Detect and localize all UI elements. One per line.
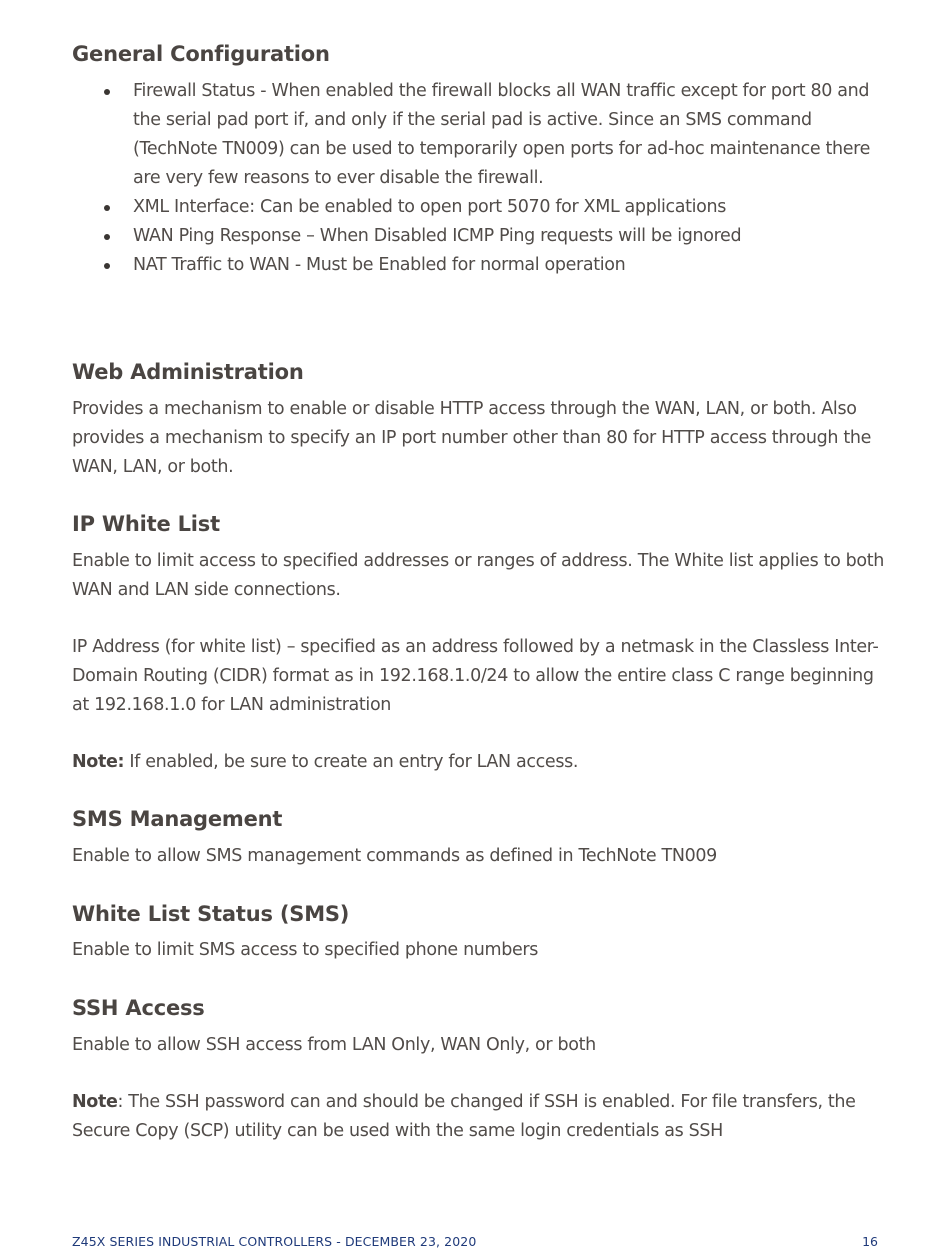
section-heading-web-administration: Web Administration — [72, 360, 304, 384]
general-configuration-list — [72, 77, 887, 280]
ip-white-list-text: Enable to limit access to specified addresses or ranges of address. The White list applies to both WAN and LAN side connections. — [72, 551, 885, 600]
list-item: XML Interface: Can be enabled to open port 5070 for XML applications — [72, 193, 887, 222]
footer-title: Z45X SERIES INDUSTRIAL CONTROLLERS - DECEMBER 23, 2020 — [72, 1234, 477, 1249]
page-number: 16 — [862, 1234, 878, 1249]
note-label: Note: — [72, 752, 125, 772]
bullet-icon — [104, 89, 110, 95]
note-text: If enabled, be sure to create an entry for LAN access. — [124, 752, 579, 772]
list-item: NAT Traffic to WAN - Must be Enabled for normal operation — [72, 251, 887, 280]
ssh-access-text: Enable to allow SSH access from LAN Only, WAN Only, or both — [72, 1035, 596, 1055]
section-heading-sms-management: SMS Management — [72, 807, 283, 831]
ip-white-list-note — [72, 748, 887, 777]
note-label: Note — [72, 1092, 118, 1112]
bullet-icon — [104, 263, 110, 269]
bullet-icon — [104, 234, 110, 240]
bullet-icon — [104, 205, 110, 211]
ip-address-text: IP Address (for white list) – specified as an address followed by a netmask in the Classless Inter-Domain Routing (CIDR) format as in 192.168.1.0/24 to allow the entire class C range beginning at 192.168.1.0 for LAN administration — [72, 637, 879, 715]
list-item: WAN Ping Response – When Disabled ICMP Ping requests will be ignored — [72, 222, 887, 251]
section-heading-general-configuration: General Configuration — [72, 42, 330, 66]
white-list-status-text: Enable to limit SMS access to specified phone numbers — [72, 940, 539, 960]
note-text: : The SSH password can and should be changed if SSH is enabled. For file transfers, the Secure Copy (SCP) utility can be used with the same login credentials as SSH — [72, 1092, 856, 1141]
web-administration-text: Provides a mechanism to enable or disable HTTP access through the WAN, LAN, or both. Also provides a mechanism to specify an IP port number other than 80 for HTTP access through the WAN, LAN, or both. — [72, 399, 871, 477]
list-item: Firewall Status - When enabled the firewall blocks all WAN traffic except for port 80 and the serial pad port if, and only if the serial pad is active. Since an SMS command (TechNote TN009) can be used to temporarily open ports for ad-hoc maintenance there are very few reasons to ever disable the firewall. — [72, 77, 887, 193]
ssh-note — [72, 1088, 887, 1146]
sms-management-text: Enable to allow SMS management commands as defined in TechNote TN009 — [72, 846, 717, 866]
section-heading-white-list-status-sms: White List Status (SMS) — [72, 902, 350, 926]
section-heading-ip-white-list: IP White List — [72, 512, 220, 536]
section-heading-ssh-access: SSH Access — [72, 996, 205, 1020]
